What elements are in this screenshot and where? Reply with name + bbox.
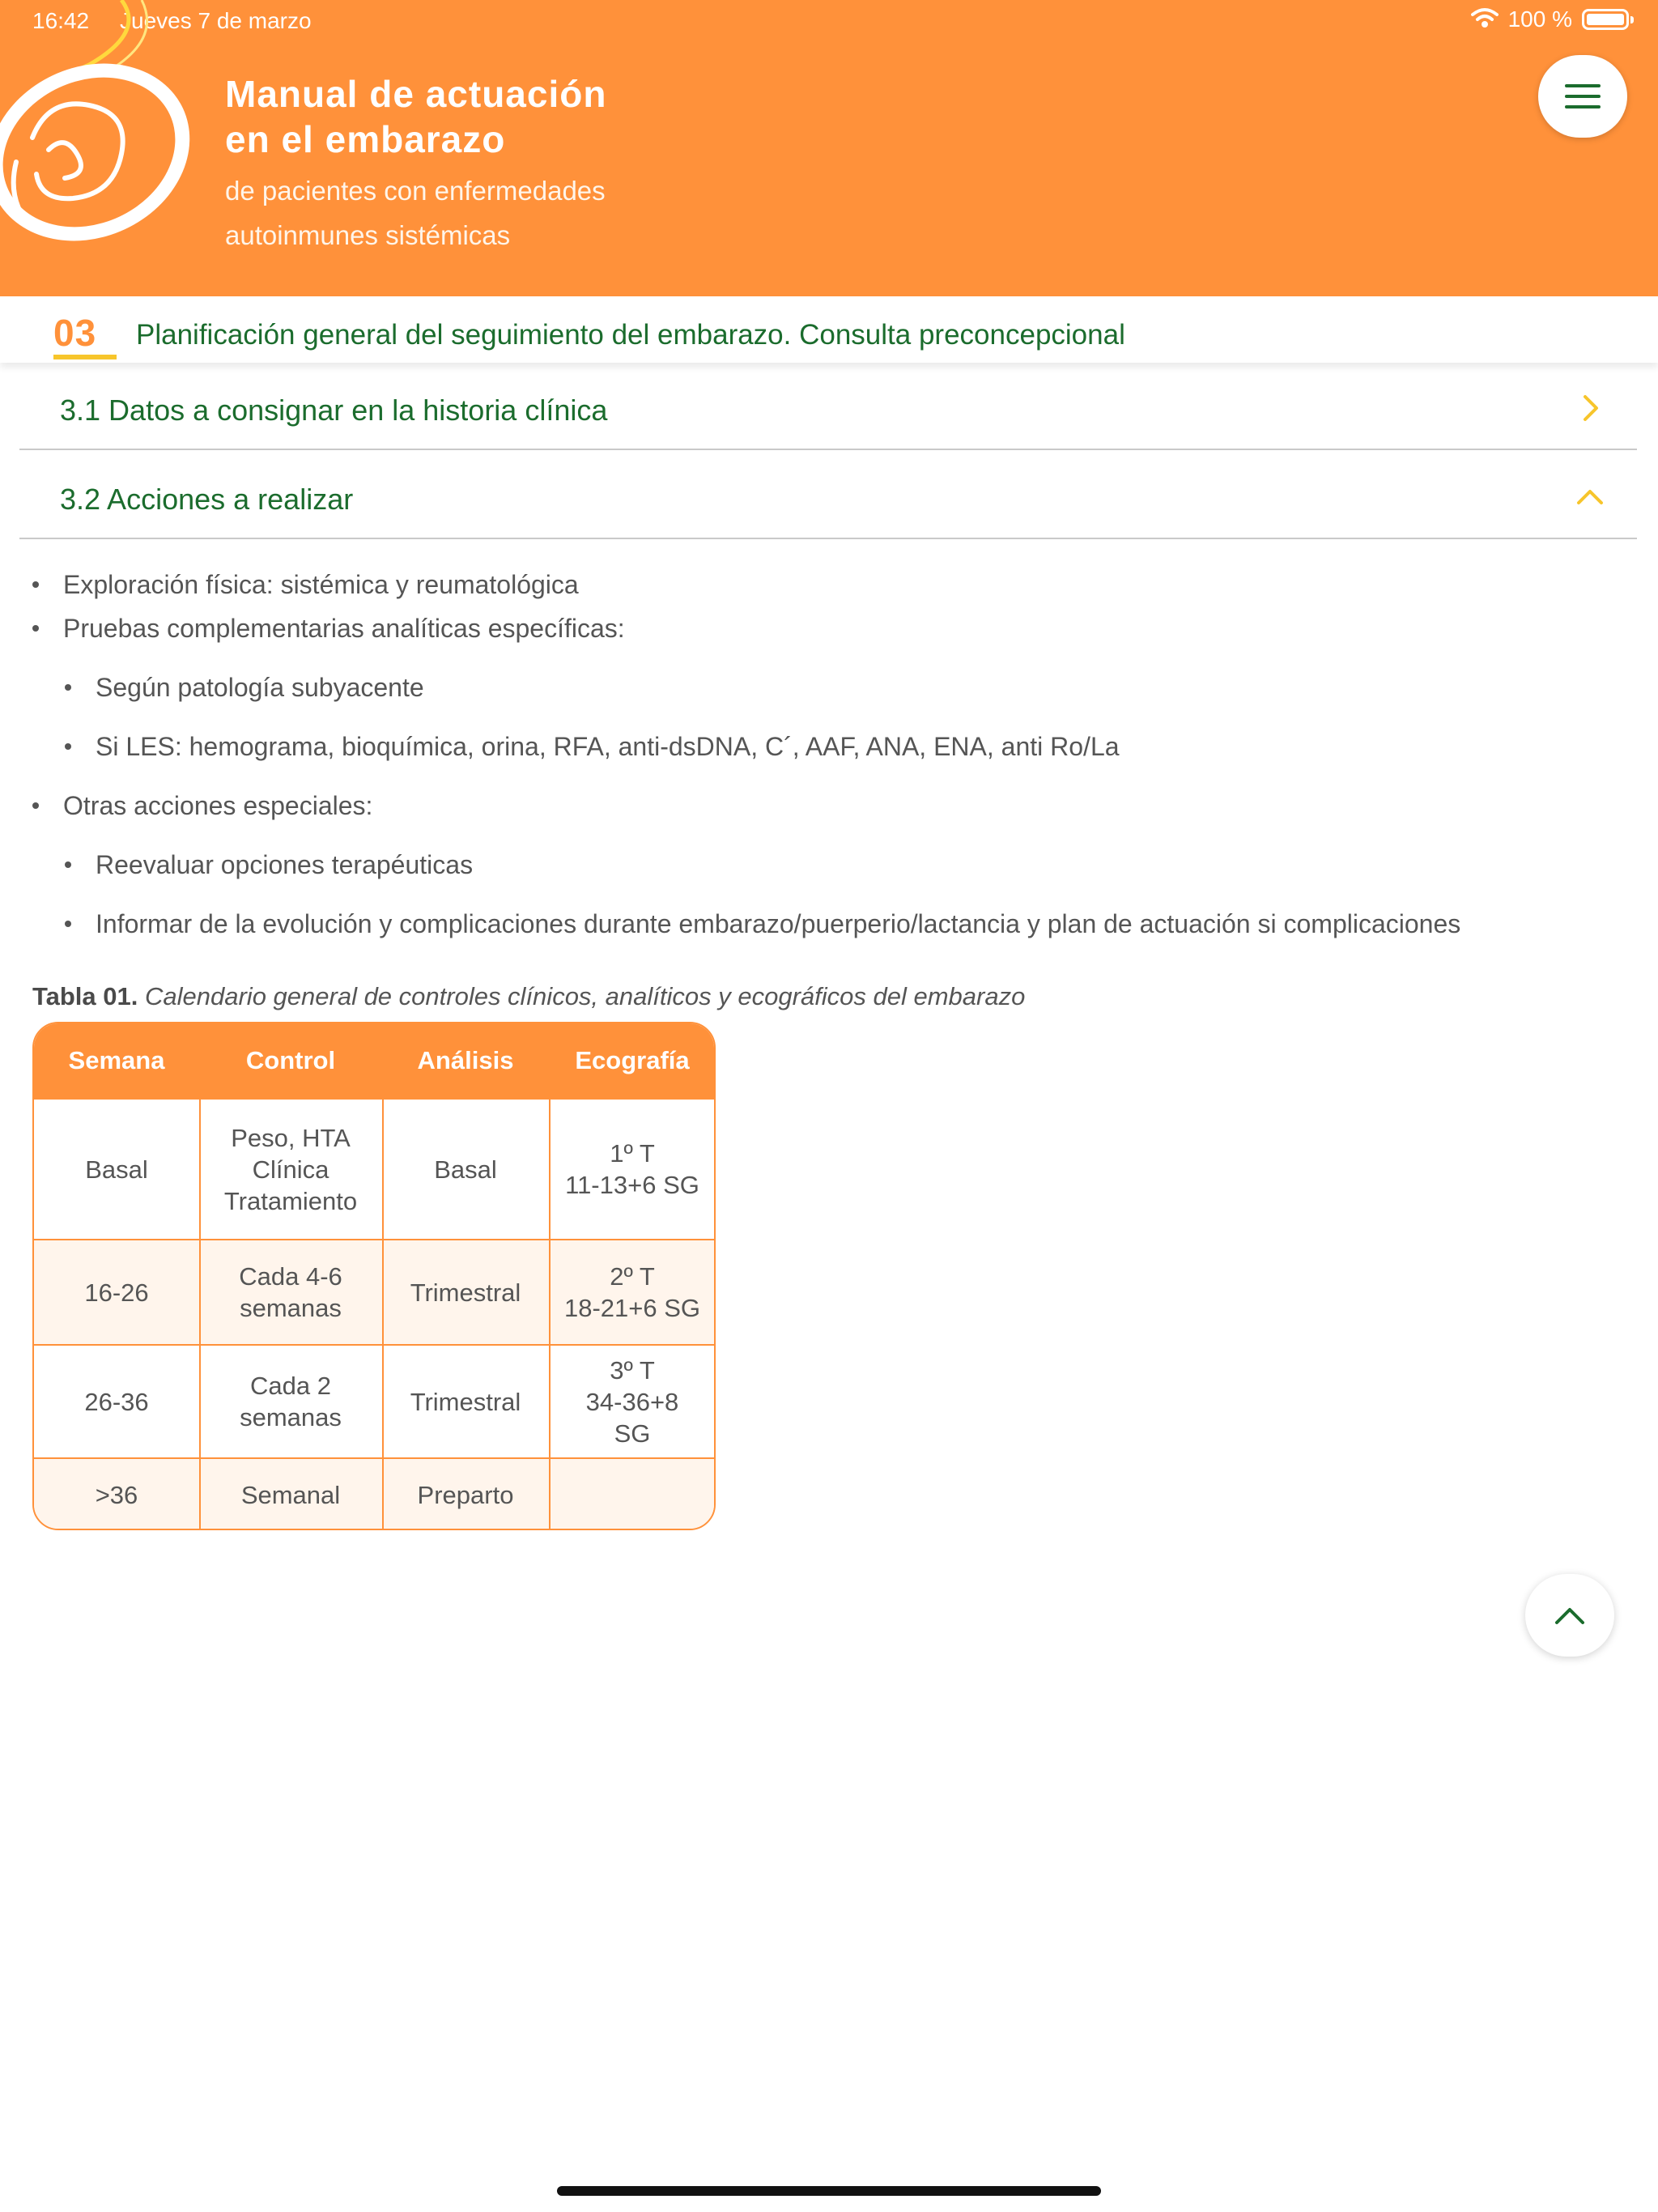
chapter-bar	[0, 296, 1658, 363]
table-header-cell: Ecografía	[575, 1046, 690, 1074]
bullet-dot	[65, 861, 71, 868]
schedule-table	[32, 1022, 716, 1530]
table-caption-text: Calendario general de controles clínicos, analíticos y ecográficos del embarazo	[145, 982, 1026, 1010]
table-cell: Semanal	[240, 1480, 341, 1509]
table-column-divider	[549, 1023, 551, 1529]
bullet-dot	[32, 625, 39, 632]
table-cell: 2º T 18-21+6 SG	[563, 1262, 701, 1322]
table-caption	[32, 982, 1025, 1011]
app-header	[0, 0, 1658, 296]
table-cell: Preparto	[417, 1480, 514, 1509]
app-title	[225, 71, 606, 162]
chapter-number: 03	[53, 312, 97, 354]
table-caption-label: Tabla 01.	[32, 982, 138, 1010]
table-cell: Trimestral	[410, 1387, 521, 1416]
section-label: 3.1 Datos a consignar en la historia clínica	[60, 393, 608, 427]
home-indicator[interactable]	[557, 2186, 1101, 2196]
section-label: 3.2 Acciones a realizar	[60, 483, 354, 516]
section-3-1-header[interactable]	[19, 361, 1637, 450]
table-header-cell: Semana	[68, 1046, 165, 1074]
table-cell: 3º T 34-36+8 SG	[585, 1355, 679, 1448]
bullet-dot	[65, 743, 71, 750]
list-item-text: Informar de la evolución y complicaciones durante embarazo/puerperio/lactancia y plan de actuación si complicaciones	[96, 909, 1461, 938]
list-item-text: Pruebas complementarias analíticas específicas:	[63, 614, 625, 643]
table-cell: 1º T 11-13+6 SG	[565, 1139, 699, 1199]
app-title-line1: Manual de actuación	[225, 73, 607, 115]
status-bar	[0, 0, 1658, 45]
battery-percent: 100 %	[1507, 6, 1572, 32]
list-item	[96, 850, 473, 880]
bullet-dot	[32, 802, 39, 809]
wifi-icon	[1471, 7, 1499, 32]
bullet-dot	[65, 921, 71, 927]
table-header-row	[34, 1023, 714, 1098]
list-item-text: Reevaluar opciones terapéuticas	[96, 850, 474, 879]
table-row	[34, 1344, 714, 1457]
table-column-divider	[199, 1023, 201, 1529]
table-row	[34, 1098, 714, 1239]
menu-button[interactable]	[1538, 55, 1627, 138]
table-cell: 16-26	[84, 1278, 149, 1307]
table-cell: 26-36	[84, 1387, 149, 1416]
table-cell: Peso, HTA Clínica Tratamiento	[223, 1123, 358, 1215]
scroll-to-top-button[interactable]	[1525, 1574, 1614, 1657]
list-item-text: Otras acciones especiales:	[63, 791, 373, 820]
list-item-text: Exploración física: sistémica y reumatológica	[63, 570, 579, 599]
list-item	[96, 732, 1120, 762]
table-cell: Basal	[85, 1155, 148, 1184]
fetus-logo-icon	[0, 0, 202, 251]
list-item	[96, 909, 1460, 939]
battery-icon	[1582, 9, 1629, 30]
table-column-divider	[382, 1023, 384, 1529]
table-row	[34, 1457, 714, 1530]
table-cell: Basal	[434, 1155, 497, 1184]
table-cell: Cada 2 semanas	[240, 1372, 342, 1431]
chapter-number-underline	[53, 355, 117, 359]
chapter-title: Planificación general del seguimiento del embarazo. Consulta preconcepcional	[136, 319, 1125, 351]
table-cell: Trimestral	[410, 1278, 521, 1307]
hamburger-icon	[1565, 83, 1601, 110]
table-header-cell: Análisis	[417, 1046, 514, 1074]
status-indicators	[1471, 6, 1629, 32]
list-item	[63, 570, 579, 600]
app-title-line2: en el embarazo	[225, 118, 506, 160]
bullet-dot	[65, 684, 71, 691]
chevron-right-icon	[1575, 393, 1605, 423]
app-subtitle-line2: autoinmunes sistémicas	[225, 220, 511, 250]
table-cell	[549, 1459, 716, 1530]
list-item	[63, 791, 372, 821]
table-cell: >36	[95, 1480, 138, 1509]
bullet-dot	[32, 581, 39, 588]
table-header-cell: Control	[245, 1046, 336, 1074]
status-time: 16:42	[32, 8, 90, 33]
app-subtitle	[225, 168, 606, 257]
list-item	[96, 673, 424, 703]
list-item	[63, 614, 625, 644]
list-item-text: Según patología subyacente	[96, 673, 424, 702]
list-item-text: Si LES: hemograma, bioquímica, orina, RFA, anti-dsDNA, C´, AAF, ANA, ENA, anti Ro/La	[96, 732, 1120, 761]
status-date: Jueves 7 de marzo	[120, 8, 312, 33]
section-3-2-header[interactable]	[19, 450, 1637, 539]
app-subtitle-line1: de pacientes con enfermedades	[225, 176, 606, 206]
chevron-up-icon	[1575, 483, 1605, 512]
table-row	[34, 1239, 714, 1344]
table-cell: Cada 4-6 semanas	[239, 1262, 342, 1322]
chevron-up-icon	[1554, 1605, 1586, 1626]
